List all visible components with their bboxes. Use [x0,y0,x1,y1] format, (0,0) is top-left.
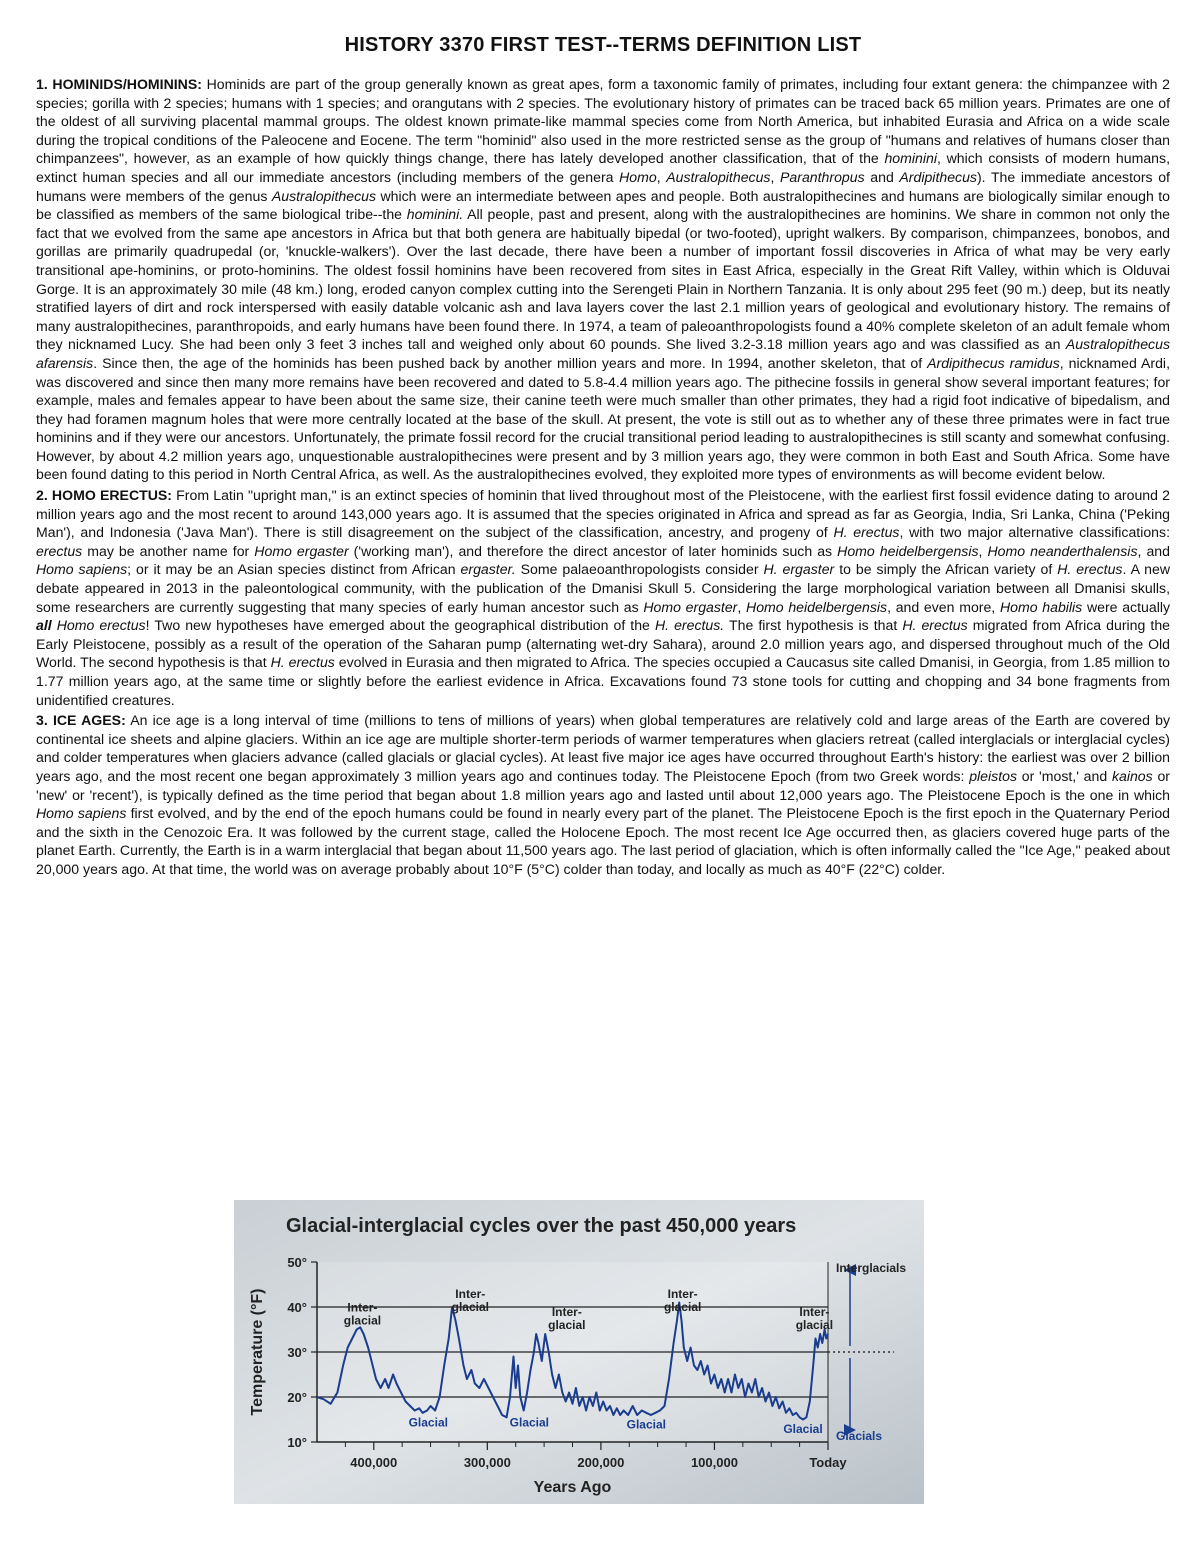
y-tick-label: 30° [287,1345,307,1360]
chart-svg [234,1200,924,1504]
emphasis-text: Homo neanderthalensis [987,542,1138,559]
body-text: ). The immediate ancestors of humans were members of the genus [36,168,1170,204]
emphasis-text: Homo ergaster [254,542,349,559]
emphasis-text: Homo habilis [999,598,1083,615]
emphasis-text: H. erectus [1057,561,1123,578]
section-homo-erectus [36,486,1170,709]
emphasis-text: Ardipithecus ramidus [927,354,1060,371]
section-hominids [36,75,1170,484]
body-text: , with two major alternative classifications: [899,524,1170,541]
y-tick-label: 20° [287,1390,307,1405]
emphasis-text: Homo heidelbergensis [837,542,979,559]
page-title: HISTORY 3370 FIRST TEST--TERMS DEFINITION LIST [344,34,862,56]
emphasis-text: pleistos [969,767,1017,784]
y-tick-label: 40° [287,1300,307,1315]
body-text: or 'most,' and [1017,767,1112,784]
annotation-line: Inter- [667,1287,698,1301]
emphasis-text: H. erectus [270,654,335,671]
emphasis-text: Homo heidelbergensis [746,598,888,615]
glacial-cycles-chart [234,1200,924,1504]
annotation-line: Glacial [626,1417,666,1432]
emphasis-text: Paranthropus [780,168,865,185]
glacials-label: Glacials [836,1429,883,1443]
annotation-line: Inter- [455,1287,486,1301]
glacial-annotation [627,1418,666,1432]
x-tick-label: 400,000 [350,1455,398,1470]
emphasis-text: Australopithecus [666,168,771,185]
body-text: Hominids are part of the group generally known as great apes, form a taxonomic family of primates, including four extant genera: the chimpanzee with 2 species; gorilla with 2 species; humans with 1 species; and orangutans with 2 species. The evolutionary history of primates can be traced back 65 million years. Primates are one of the oldest of all surviving placental mammal groups. The oldest known primate-like mammal species come from North America, but inhabited Eurasia and Africa on a wide scale during the tropical conditions of the Paleocene and Eocene. The term "hominid" also used in the more restricted sense as the group of "humans and relatives of humans closer than chimpanzees", however, as an example of how quickly things change, there has lately developed another classification, that of the [36,76,1171,167]
annotation-line: glacial [343,1313,382,1328]
annotation-line: Inter- [799,1305,830,1319]
body-text: The first hypothesis is that [724,617,903,634]
interglacial-annotation [548,1305,585,1332]
x-tick-label: Today [809,1455,847,1470]
body-text: were actually [1082,598,1171,615]
glacial-annotation [510,1415,549,1429]
glacial-annotation [409,1415,448,1429]
body-text: , and [1137,542,1170,559]
x-tick-label: 300,000 [463,1455,511,1470]
body-text: first evolved, and by the end of the epoch humans could be found in nearly every part of the planet. The Pleistocene Epoch is the first epoch in the Quaternary Period and the sixth in the Cenozoic Era. It was followed by the current stage, called the Holocene Epoch. The most recent Ice Age occurred then, as glaciers covered huge parts of the planet Earth. Currently, the Earth is in a warm interglacial that began about 11,500 years ago. The last period of glaciation, which is often informally called the "Ice Age," peaked about 20,000 years ago. At that time, the world was on average probably about 10°F (5°C) colder than today, and locally as much as 40°F (22°C) colder. [36,805,1170,877]
body-text: Some palaeoanthropologists consider [515,561,764,578]
annotation-line: Inter- [347,1300,378,1315]
interglacial-annotation [452,1287,489,1314]
emphasis-text: Australopithecus afarensis [36,336,1170,371]
body-text: , [978,542,988,559]
annotation-line: Inter- [551,1305,582,1319]
interglacial-annotation [796,1305,833,1332]
interglacials-label: Interglacials [836,1261,907,1275]
emphasis-text: H. erectus [833,524,900,541]
emphasis-text: ergaster. [460,561,516,578]
y-tick-label: 50° [287,1255,307,1270]
emphasis-text: Homo ergaster [643,598,738,615]
body-text: All people, past and present, along with the australopithecines are hominins. We share in common not only the fact that we evolved from the same ape ancestors in Africa but that both genera are habitually bipedal (or two-footed), upright walkers. By comparison, chimpanzees, bonobos, and gorillas are primarily quadrupedal (or, 'knuckle-walkers'). Over the last decade, there have been a number of important fossil discoveries in Africa of what may be very early transitional ape-hominins, or proto-hominins. The oldest fossil hominins have been recovered from sites in East Africa, especially in the Great Rift Valley, within which is Olduvai Gorge. It is an approximately 30 mile (48 km.) long, eroded canyon complex cutting into the Serengeti Plain in Northern Tanzania. It is only about 295 feet (90 m.) deep, but its neatly stratified layers of dirt and rock interspersed with easily datable volcanic ash and lava layers cover the last 2.1 million years of geological and evolutionary history. The remains of many australopithecines, paranthropoids, and early humans have been found there. In 1974, a team of paleoanthropologists found a 40% complete skeleton of an adult female whom they nicknamed Lucy. She had been only 3 feet 3 inches tall and weighed only about 60 pounds. She lived 3.2-3.18 million years ago and was classified as an [36,206,1170,353]
emphasis-text: Ardipithecus [899,168,977,185]
body-text: and [864,168,900,185]
annotation-line: glacial [548,1318,586,1332]
body-text: , [656,168,667,185]
glacial-annotation [783,1422,822,1436]
body-text: migrated from Africa during the Early Pleistocene, possibly as a result of the operation of the Saharan pump (alternating wet-dry Sahara), around 2.0 million years ago, and dispersed throughout much of the Old World. The second hypothesis is that [36,617,1170,671]
body-text: ; or it may be an Asian species distinct from African [127,561,461,578]
body-text: . A new debate appeared in 2013 in the paleontological community, with the publication of the Dmanisi Skull 5. Considering the large morphological variation between all Dmanisi skulls, some researchers are currently suggesting that many species of early human ancestor such as [36,561,1171,615]
body-text: , and even more, [887,598,1000,615]
emphasis-text: Homo erectus [56,617,146,634]
interglacial-annotation [664,1287,701,1314]
body-text: which were an intermediate between apes and people. Both australopithecines and humans are biologically similar enough to be classified as members of the same biological tribe--the [36,187,1170,223]
document-page [36,30,1170,881]
x-tick-label: 200,000 [577,1455,625,1470]
emphasis-text: H. erectus. [654,617,725,634]
section-heading: 3. ICE AGES: [36,712,126,729]
emphasis-text: H. ergaster [763,561,835,578]
section-ice-ages [36,711,1170,878]
emphasis-text: Homo sapiens [36,561,128,578]
body-text: , [737,598,747,615]
emphasis-text: hominini [884,150,937,167]
x-tick-label: 100,000 [690,1455,738,1470]
body-text: evolved in Eurasia and then migrated to Africa. The species occupied a Caucasus site called Dmanisi, in Georgia, from 1.85 million to 1.77 million years ago, at the same time or slightly before the earliest evidence in Africa. Excavations found 73 stone tools for cutting and chopping and 34 bone fragments from unidentified creatures. [36,654,1170,708]
chart-title: Glacial-interglacial cycles over the past 450,000 years [286,1215,797,1237]
body-text: . Since then, the age of the hominids has been pushed back by another million years and more. In 1994, another skeleton, that of [93,354,928,371]
emphasis-text: erectus [36,542,83,559]
section-heading: 1. HOMINIDS/HOMININS: [36,76,202,92]
body-text: , [770,168,781,185]
body-text: An ice age is a long interval of time (millions to tens of millions of years) when global temperatures are relatively cold and large areas of the Earth are covered by continental ice sheets and alpine glaciers. Within an ice age are multiple shorter-term periods of warmer temperatures when glaciers retreat (called interglacials or interglacial cycles) and colder temperatures when glaciers advance (called glacials or glacial cycles). At least five major ice ages have occurred throughout Earth's history: the earliest was over 2 billion years ago, and the most recent one began approximately 3 million years ago and continues today. The Pleistocene Epoch (from two Greek words: [36,712,1171,784]
annotation-line: glacial [663,1300,702,1314]
body-text: ('working man'), and therefore the direct ancestor of later hominids such as [348,542,838,559]
y-axis-label: Temperature (°F) [249,1288,266,1416]
annotation-line: glacial [451,1300,489,1314]
body-text: to be simply the African variety of [834,561,1058,578]
emphasis-text: Australopithecus [271,187,377,204]
emphasis-text: H. erectus [902,617,968,634]
interglacial-annotation [344,1301,381,1328]
body-text: or 'new' or 'recent'), is typically defined as the time period that began about 1.8 million years ago and lasted until about 12,000 years ago. The Pleistocene Epoch is the one in which [36,767,1170,803]
body-text: ! Two new hypotheses have emerged about the geographical distribution of the [145,617,655,634]
body-text: may be another name for [82,542,255,559]
emphasis-text: hominini. [406,206,464,223]
body-text: , nicknamed Ardi, was discovered and since then many more remains have been recovered and dated to 5.8-4.4 million years ago. The pithecine fossils in general show several important features; for example, males and females appear to have been about the same size, their canine teeth were much smaller than other primates, they had a rigid foot indicative of bipedalism, and they had foramen magnum holes that were more centrally located at the base of the skull. At present, the vote is still out as to whether any of these three primates were in fact true hominins and if they were our ancestors. Unfortunately, the primate fossil record for the crucial transitional period leading to australopithecines is still scanty and somewhat confusing. However, by about 4.2 million years ago, unquestionable australopithecines were present and by 3 million years ago, they were common in both East and South Africa. Some have been found dating to this period in North Central Africa, as well. As the australopithecines evolved, they exploited more types of environments as will become evident below. [36,354,1170,483]
section-heading: 2. HOMO ERECTUS: [36,487,172,504]
annotation-line: Glacial [408,1415,448,1430]
annotation-line: Glacial [783,1422,823,1436]
annotation-line: glacial [795,1318,834,1332]
body-text: From Latin "upright man," is an extinct species of hominin that lived throughout most of the Pleistocene, with the earliest first fossil evidence dating to around 2 million years ago and the most recent to around 143,000 years ago. It is assumed that the species originated in Africa and spread as far as Georgia, India, Sri Lanka, China ('Peking Man'), and Indonesia ('Java Man'). There is still disagreement on the subject of the classification, ancestry, and progeny of [36,487,1170,541]
annotation-line: Glacial [509,1415,550,1430]
emphasis-text: Homo sapiens [36,805,127,822]
emphasis-text: all [36,617,52,634]
body-text: , which consists of modern humans, extinct human species and all our immediate ancestors (including members of the genera [36,150,1170,185]
emphasis-text: Homo [619,168,657,185]
y-tick-label: 10° [287,1435,307,1450]
emphasis-text: kainos [1111,767,1153,784]
x-axis-label: Years Ago [533,1479,612,1496]
